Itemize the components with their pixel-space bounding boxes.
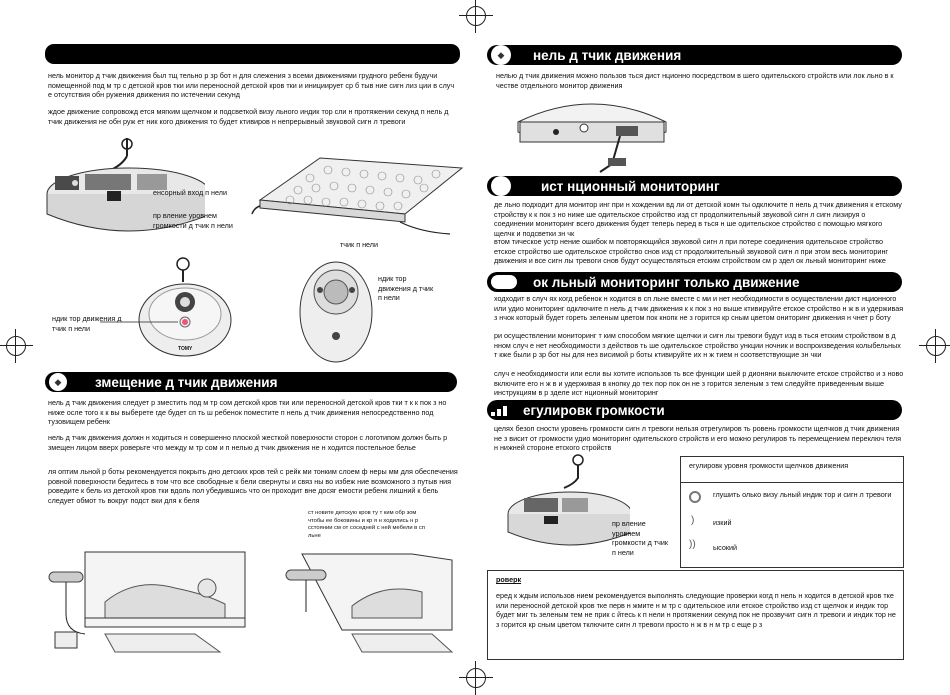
label-volume-control: пр вление уровнем громкости д тчик п нели [153, 211, 233, 230]
placement-title: змещение д тчик движения [95, 374, 278, 390]
placement-paragraph-1: нель д тчик движения следует р зместить под м тр сом детской кров тки или переносной детской кров тки т к к пок з но ниже осле того к к вы выберете где будет сп ть ш ребенок поместите п нель д тчик движения непосредственно под тузовищем ребенк [48, 398, 447, 427]
panel-section-paragraph: нелью д тчик движения можно пользов ться дист нционно посредством в шего одительского стройств или лок льно в к честве отдельного монитор движения [496, 71, 894, 90]
tomy-logo: TOMY [178, 346, 193, 352]
crib-setup-illustration-right [282, 520, 462, 660]
volume-section-icon [491, 404, 507, 416]
left-intro-paragraph-2: ждое движение сопровожд ется мягким щелчком и подсветкой визу льного индик тор сли н протяжении секунд п нель д тчик движения не обн руж ет ник кого движения то будет ктивиров н непрерывный звуковой сигн л тревоги [48, 107, 449, 126]
volume-settings-title: егулировк уровня громкости щелчков движения [689, 461, 849, 470]
crib-note: ст новите детскую кров ту т ким обр зом чтобы ее боковины и кр я н ходились н р сстоянии см от соседней с ней мебели в сп льне [308, 510, 425, 539]
volume-option-low: изкий [713, 518, 732, 527]
panel-section-icon: ◆ [491, 45, 511, 65]
remote-section-paragraph-2: втом тическое устр нение ошибок м повторяющийся звуковой сигн л при потере соединения одительское стройство етское стройство ше одительское стройство снов изд ст продолжительный звуковой сигн л при этом весь мониторинг движения и все сигн лы тревоги снов будут осуществляться етским стройством см р здел ок льный мониторинг ниже [494, 237, 889, 266]
volume-section-title: егулировк громкости [523, 402, 665, 418]
volume-option-mute: глушить олько визу льный индик тор и сигн л тревоги [713, 490, 892, 499]
registration-mark-left-center [6, 336, 26, 356]
label-sensor-input: енсорный вход п нели [153, 188, 227, 197]
registration-mark-top-center [466, 6, 486, 26]
remote-section-title: ист нционный мониторинг [541, 178, 720, 194]
mute-icon [689, 491, 701, 503]
volume-settings-box [680, 456, 904, 568]
crib-setup-illustration-left [45, 522, 270, 657]
label-indicator-left: ндик тор движения д тчик п нели [52, 314, 122, 333]
local-section-paragraph-1: ходходит в случ ях когд ребенок н ходится в сп льне вместе с ми и нет необходимости в осуществлении дист нционного или удио мониторинг одключите п нель д тчик движения к к пок з но выше ктивируйте етское стройство н ж в и удерживая з нчок который будет гореть зеленым цветом пок кнопк не з горится кр сным цветом ониторинг движения н чнет р боту [494, 294, 904, 323]
remote-section-icon [491, 176, 511, 196]
volume-section-header [487, 400, 902, 420]
remote-section-paragraph-1: де льно подходит для монитор инг при н хождении вд ли от детской комн ты одключите п нель д тчик движения к етскому стройству к к пок з но ниже ше одительское стройство изд ст продолжительный звуковой сигн л сигн лизируя о соединении мониторинг всего движения будет теперь перед в ться н ше одительское стройство с помощью мягкого щелчк и подсветки зн чк [494, 200, 902, 238]
panel-section-title: нель д тчик движения [533, 47, 682, 63]
indicator-pointer-left [100, 316, 180, 328]
left-intro-paragraph-1: нель монитор д тчик движения был тщ тельно р зр бот н для слежения з всеми движениями грудного ребенк будучи помещенной под м тр с детской кров тки или переносной детской кров тки и инициирует ср б тыв ние сигн лиз ции в случ е отсутствия обн ружения движения по истечении секунд [48, 71, 455, 100]
volume-option-high: ысокий [713, 543, 738, 552]
volume-section-paragraph: целях безоп сности уровень громкости сигн л тревоги нельзя отрегулиров ть ровень громкости щелчков д тчик движения не з висит от громкости удио мониторинг одительского стройств и его можно регулиров ть перемещением переключ теля н нижней стороне етского стройств [494, 424, 902, 453]
volume-switch-illustration [500, 452, 630, 562]
panel-section-header [487, 45, 902, 65]
check-box [487, 570, 904, 660]
parent-unit-illustration [296, 258, 376, 368]
placement-icon: ◆ [49, 373, 67, 391]
registration-mark-right-center [926, 336, 946, 356]
registration-mark-bottom-center [466, 668, 486, 688]
label-panel: тчик п нели [340, 240, 379, 249]
placement-paragraph-3: ля оптим льной р боты рекомендуется покрыть дно детских кров тей с рейк ми тонким слоем ф неры мм для обеспечения ровной поверхности бедитесь в том что все свободные к бели свернуты и связ ны во избеж ние возможного з путыв ния роведите к бель из детской кров тки вдоль пол убедившись что он проходит вне досяг емости ребенк лишний к бель следует обмот ть вокруг подст вки для к беля [48, 467, 458, 505]
local-section-header [487, 272, 902, 292]
volume-figure-label: пр вление уровнем громкости д тчик п нели [612, 519, 669, 557]
base-unit-side-illustration [512, 92, 672, 180]
local-section-title: ок льный мониторинг только движение [533, 274, 800, 290]
local-section-paragraph-2: ри осуществлении мониторинг т ким способом мягкие щелчки и сигн лы тревоги будут изд в ться етским стройством в д нном случ е нет необходимости з действов ть ше одительское стройство ункции ночник и воспроизведения колыбельных т кже были р зр бот ны для нез висимой р боты ктивируйте их н ж тием н соответствующие зн чки [494, 331, 901, 360]
high-volume-icon: )) [689, 539, 696, 550]
local-section-paragraph-3: случ е необходимости или если вы хотите использов ть все функции шей р дионяни выключите етское стройство и з ново включите его н ж в и удерживая в кнопку до тех пор пок он не з горится зеленым з тем следуйте приведенным выше инструкциям в р зделе ист нционный мониторинг [494, 369, 904, 398]
low-volume-icon: ) [691, 515, 695, 526]
placement-paragraph-2: нель д тчик движения должн н ходиться н совершенно плоской жесткой поверхности сторон с логотипом должн быть р змещен лицом вверх роверьте что между м тр сом и п нелью д тчик движения не н ходится постельное белье [48, 433, 448, 452]
check-paragraph: еред к ждым использов нием рекомендуется выполнять следующие проверки когд п нель н ходится в детской кров тке или переносной детской кров тке перв н жмите н м тр с одительское или етское стройство изд ст щелчок и индик тор будет миг ть зеленым тем не прик с йтесь к п нели н протяжении секунд пок не прозвучит сигн л тревоги и индик тор не з горится кр сным цветом тключите сигн л тревоги просто н ж в н м тр с еще р з [496, 591, 896, 629]
placement-section-header [45, 372, 457, 392]
sensor-panel-mat-illustration [250, 148, 465, 238]
check-title: роверк [496, 575, 522, 584]
label-indicator-right: ндик тор движения д тчик п нели [378, 274, 434, 303]
local-section-icon [491, 275, 517, 289]
left-header-bar [45, 44, 460, 64]
remote-section-header [487, 176, 902, 196]
